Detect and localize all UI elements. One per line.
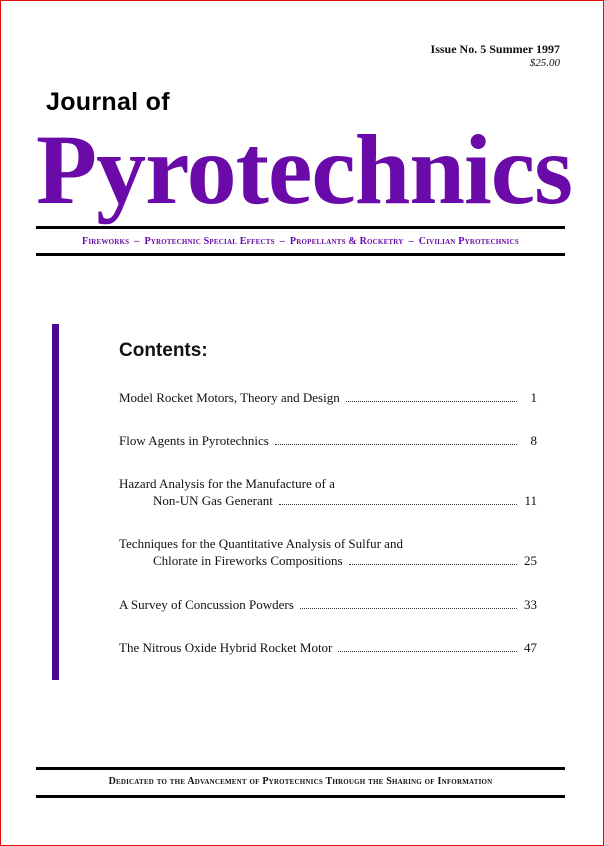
toc-title: A Survey of Concussion Powders: [119, 597, 294, 612]
journal-title: Pyrotechnics: [36, 114, 573, 225]
toc-title: The Nitrous Oxide Hybrid Rocket Motor: [119, 640, 333, 655]
toc-title-cont: Chlorate in Fireworks Compositions: [153, 553, 343, 568]
bottom-rule-upper: [36, 767, 565, 770]
toc-entry: [119, 389, 537, 406]
issue-number: Issue No. 5 Summer 1997: [430, 42, 560, 56]
toc-title-cont: Non-UN Gas Generant: [153, 493, 273, 508]
topic-fireworks: Fireworks: [82, 236, 130, 247]
toc-title: Hazard Analysis for the Manufacture of a: [119, 476, 335, 491]
toc-page: 25: [524, 553, 537, 568]
journal-of-label: Journal of: [46, 88, 170, 116]
toc-page: 11: [524, 493, 537, 508]
contents-heading: Contents:: [119, 340, 208, 361]
toc-title: Techniques for the Quantitative Analysis of Sulfur and: [119, 536, 403, 551]
topic-separator: –: [408, 236, 414, 247]
topic-civilian: Civilian Pyrotechnics: [418, 236, 519, 247]
issue-price: $25.00: [529, 57, 560, 69]
topic-propellants: Propellants & Rocketry: [289, 236, 404, 247]
toc-title: Model Rocket Motors, Theory and Design: [119, 390, 340, 405]
toc-page: 47: [524, 640, 537, 655]
toc-entry: [119, 535, 537, 569]
top-rule-upper: [36, 226, 565, 229]
toc-title: Flow Agents in Pyrotechnics: [119, 433, 269, 448]
topics-subtitle: [36, 236, 565, 247]
contents-side-bar: [52, 324, 59, 680]
topic-separator: –: [134, 236, 140, 247]
dedication-text: Dedicated to the Advancement of Pyrotechnics Through the Sharing of Information: [108, 776, 493, 787]
top-rule-lower: [36, 253, 565, 256]
bottom-rule-lower: [36, 795, 565, 798]
toc-page: 8: [530, 433, 537, 448]
toc-page: 33: [524, 597, 537, 612]
topic-special-effects: Pyrotechnic Special Effects: [144, 236, 275, 247]
toc-entry: [119, 475, 537, 509]
issue-info: [431, 42, 560, 70]
topic-separator: –: [279, 236, 285, 247]
toc-entry: [119, 596, 537, 613]
toc-entry: [119, 639, 537, 656]
toc-page: 1: [530, 390, 537, 405]
toc-entry: [119, 432, 537, 449]
